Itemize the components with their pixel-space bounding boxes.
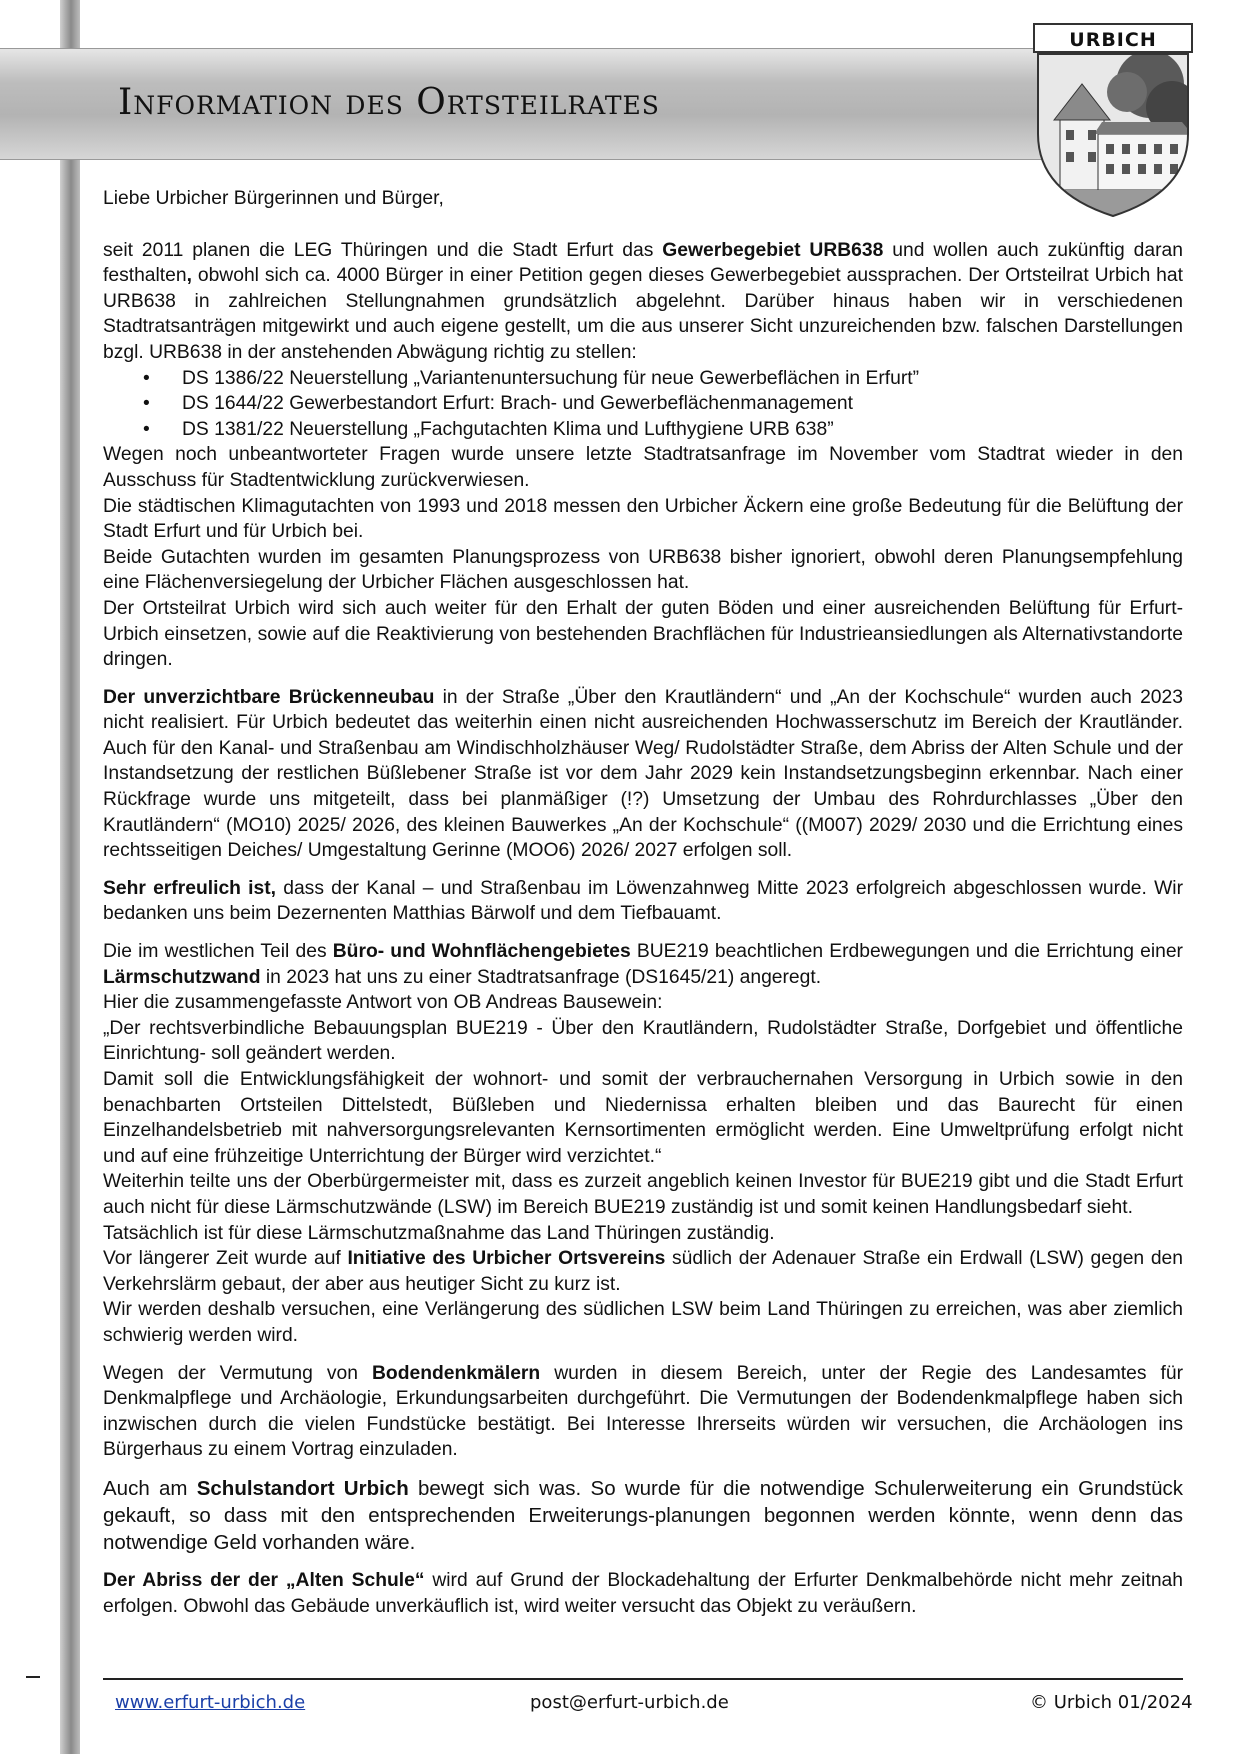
paragraph-monuments	[103, 1361, 1183, 1463]
list-item: • DS 1381/22 Neuerstellung „Fachgutachten Klima und Lufthygiene URB 638”	[143, 417, 1183, 443]
copyright-notice: © Urbich 01/2024	[1030, 1692, 1193, 1713]
text-span: und wollen auch zukünftig daran festhalten	[103, 239, 1183, 287]
paragraph-quote-2: Damit soll die Entwicklungsfähigkeit der wohnort- und somit der verbrauchernahen Versorgung in Urbich sowie in den benachbarten Ortsteilen Dittelstedt, Büßleben und Niedernissa erhalten bleiben und das Baurecht für einen Einzelhandelsbetrieb mit nahversorgungsrelevanten Kernsortimenten ermöglicht werden. Eine Umweltprüfung erfolgt nicht und auf eine frühzeitige Unterrichtung der Bürger wird verzichtet.“	[103, 1069, 1183, 1167]
text-span: Vor längerer Zeit wurde auf	[103, 1248, 348, 1270]
paragraph-bridge	[103, 685, 1183, 864]
paragraph-bue219	[103, 939, 1183, 990]
margin-tick	[26, 1676, 40, 1678]
paragraph-mayor: Weiterhin teilte uns der Oberbürgermeister mit, dass es zurzeit angeblich keinen Investor für BUE219 gibt und die Stadt Erfurt auch nicht für diese Lärmschutzwände (LSW) im Bereich BUE219 zuständig ist und somit keinen Handlungsbedarf sieht.	[103, 1171, 1183, 1218]
paragraph-commitment: Der Ortsteilrat Urbich wird sich auch weiter für den Erhalt der guten Böden und einer ausreichenden Belüftung für Erfurt-Urbich einsetzen, sowie auf die Reaktivierung von bestehenden Brachflächen für Industrieansiedlungen als Alternativstandorte dringen.	[103, 597, 1183, 671]
list-item: • DS 1386/22 Neuerstellung „Variantenuntersuchung für neue Gewerbeflächen in Erfurt”	[143, 366, 1183, 392]
paragraph-old-school	[103, 1568, 1183, 1619]
paragraph-answer-intro: Hier die zusammengefasste Antwort von OB Andreas Bausewein:	[103, 992, 663, 1014]
bold-text: ,	[186, 265, 192, 287]
bold-text: Gewerbegebiet URB638	[662, 239, 884, 261]
motion-list	[103, 366, 1183, 443]
text-span: in 2023 hat uns zu einer Stadtratsanfrage (DS1645/21) angeregt.	[260, 966, 822, 988]
text-span: Auch am	[103, 1476, 197, 1500]
text-span: seit 2011 planen die LEG Thüringen und die Stadt Erfurt das	[103, 239, 663, 261]
text-span: bewegt sich was. So wurde für die notwendige Schulerweiterung ein Grundstück gekauft, so dass mit den entsprechenden Erweiterungs-planungen begonnen werden könnte, wenn denn das notwendige Geld vorhanden wäre.	[103, 1476, 1183, 1554]
text-span: wird auf Grund der Blockadehaltung der Erfurter Denkmalbehörde nicht mehr zeitnah erfolgen. Obwohl das Gebäude unverkäuflich ist, wird weiter versucht das Objekt zu veräußern.	[103, 1569, 1183, 1617]
letter-body	[103, 186, 1183, 1619]
text-span: Die im westlichen Teil des	[103, 941, 333, 963]
contact-email: post@erfurt-urbich.de	[530, 1692, 729, 1713]
paragraph-state: Tatsächlich ist für diese Lärmschutzmaßnahme das Land Thüringen zuständig.	[103, 1222, 775, 1244]
bold-text: Initiative des Urbicher Ortsvereins	[347, 1248, 666, 1270]
text-span: in der Straße „Über den Krautländern“ und „An der Kochschule“ wurden auch 2023 nicht realisiert. Für Urbich bedeutet das weiterhin einen nicht ausreichenden Hochwasserschutz im Bereich der Krautländer. Auch für den Kanal- und Straßenbau am Windischholzhäuser Weg/ Rudolstädter Straße, dem Abriss der Alten Schule und der Instandsetzung der restlichen Büßlebener Straße ist vor dem Jahr 2029 kein Instandsetzungsbeginn erkennbar. Nach einer Rückfrage wurde uns mitgeteilt, dass bei planmäßiger (!?) Umsetzung der Umbau des Rohrdurchlasses „Über den Krautländern“ (MO10) 2025/ 2026, des kleinen Bauwerkes „An der Kochschule“ ((M007) 2029/ 2030 und die Errichtung eines rechtsseitigen Deiches/ Umgestaltung Gerinne (MOO6) 2026/ 2027 erfolgen soll.	[103, 686, 1183, 862]
text-span: obwohl sich ca. 4000 Bürger in einer Petition gegen dieses Gewerbegebiet aussprachen. Der Ortsteilrat Urbich hat URB638 in zahlreichen Stellungnahmen grundsätzlich abgelehnt. Darüber hinaus haben wir in verschiedenen Stadtratsanträgen mitgewirkt und auch eigene gestellt, um die aus unserer Sicht unzureichenden bzw. falschen Darstellungen bzgl. URB638 in der anstehenden Abwägung richtig zu stellen:	[103, 265, 1183, 363]
list-item: • DS 1644/22 Gewerbestandort Erfurt: Brach- und Gewerbeflächenmanagement	[143, 391, 1183, 417]
bold-text: Sehr erfreulich ist,	[103, 877, 277, 899]
paragraph-inquiry: Wegen noch unbeantworteter Fragen wurde unsere letzte Stadtratsanfrage im November vom Stadtrat wieder in den Ausschuss für Stadtentwicklung zurückverwiesen.	[103, 444, 1183, 491]
page-title: Information des Ortsteilrates	[118, 82, 660, 123]
paragraph-canal	[103, 876, 1183, 927]
paragraph-lsw: Wir werden deshalb versuchen, eine Verlängerung des südlichen LSW beim Land Thüringen zu erreichen, was aber ziemlich schwierig werden wird.	[103, 1299, 1183, 1346]
bold-text: Der Abriss der der „Alten Schule“	[103, 1569, 425, 1591]
bold-text: Lärmschutzwand	[103, 966, 261, 988]
footer-divider	[103, 1678, 1183, 1680]
paragraph-climate: Die städtischen Klimagutachten von 1993 und 2018 messen den Urbicher Äckern eine große Bedeutung für die Belüftung der Stadt Erfurt und für Urbich bei.	[103, 495, 1183, 543]
paragraph-urb638	[103, 238, 1183, 366]
website-link[interactable]: www.erfurt-urbich.de	[115, 1692, 306, 1713]
paragraph-erdwall	[103, 1246, 1183, 1297]
text-span: Wegen der Vermutung von	[103, 1362, 372, 1384]
bold-text: Büro- und Wohnflächengebietes	[332, 941, 631, 963]
decorative-side-bar	[60, 0, 80, 1754]
paragraph-quote-1: „Der rechtsverbindliche Bebauungsplan BUE219 - Über den Krautländern, Rudolstädter Straße, Dorfgebiet und öffentliche Einrichtung- soll geändert werden.	[103, 1017, 1183, 1065]
bold-text: Bodendenkmälern	[372, 1362, 541, 1384]
paragraph-reports: Beide Gutachten wurden im gesamten Planungsprozess von URB638 bisher ignoriert, obwohl deren Planungsempfehlung eine Flächenversiegelung der Urbicher Flächen ausgeschlossen hat.	[103, 546, 1183, 594]
bold-text: Schulstandort Urbich	[196, 1476, 409, 1500]
crest-label: URBICH	[1069, 29, 1157, 51]
bold-text: Der unverzichtbare Brückenneubau	[103, 686, 435, 708]
text-span: dass der Kanal – und Straßenbau im Löwenzahnweg Mitte 2023 erfolgreich abgeschlossen wurde. Wir bedanken uns beim Dezernenten Matthias Bärwolf und dem Tiefbauamt.	[103, 877, 1183, 925]
text-span: südlich der Adenauer Straße ein Erdwall (LSW) gegen den Verkehrslärm gebaut, der aber aus heutiger Sicht zu kurz ist.	[103, 1248, 1183, 1295]
text-span: BUE219 beachtlichen Erdbewegungen und die Errichtung einer	[630, 941, 1183, 963]
paragraph-school	[103, 1475, 1183, 1556]
text-span: wurden in diesem Bereich, unter der Regie des Landesamtes für Denkmalpflege und Archäologie, Erkundungsarbeiten durchgeführt. Die Vermutungen der Bodendenkmalpflege haben sich inzwischen durch die vielen Fundstücke bestätigt. Bei Interesse Ihrerseits würden wir versuchen, die Archäologen ins Bürgerhaus zu einem Vortrag einzuladen.	[103, 1362, 1183, 1461]
greeting: Liebe Urbicher Bürgerinnen und Bürger,	[103, 188, 444, 209]
